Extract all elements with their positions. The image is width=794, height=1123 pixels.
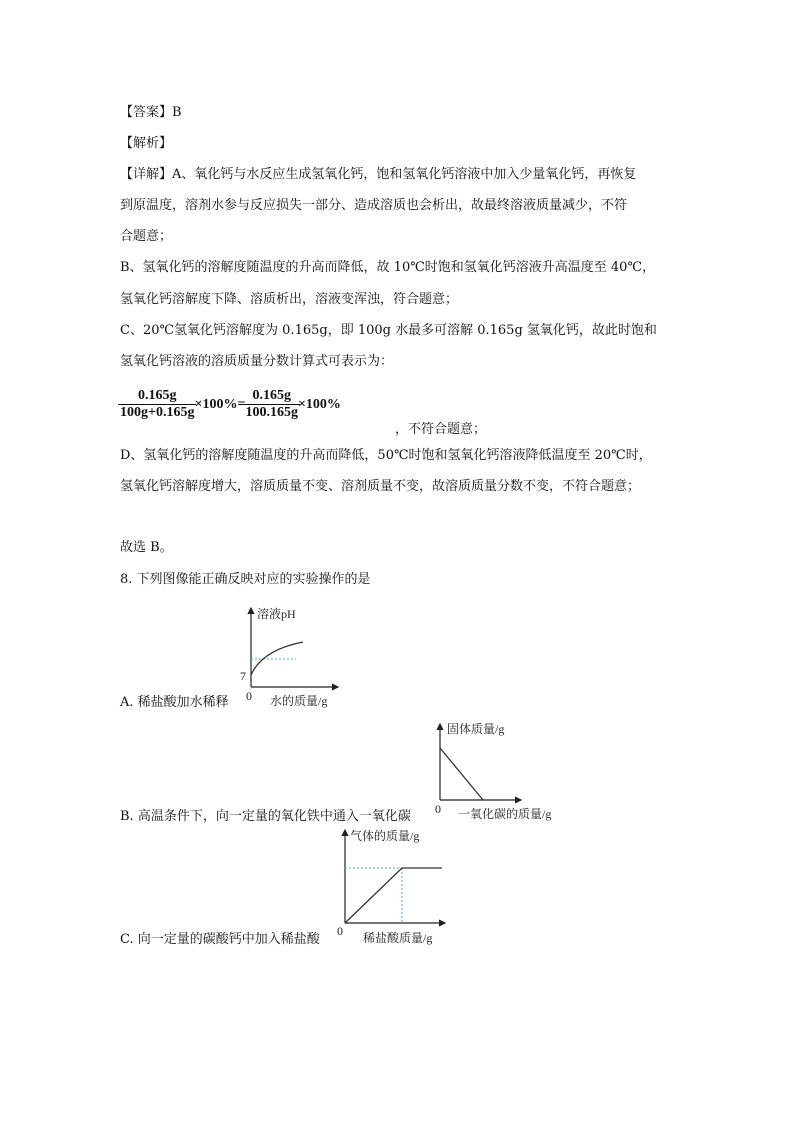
graph-a [240, 606, 338, 708]
paragraph-line: D、氢氧化钙的溶解度随温度的升高而降低，50℃时饱和氢氧化钙溶液降低温度至 20℃时， [120, 448, 652, 463]
formula-operator: ×100%= [194, 396, 246, 412]
paragraph-line: 到原温度，溶剂水参与反应损失一部分、造成溶质也会析出，故最终溶液质量减少，不符 [120, 198, 628, 213]
y-axis-label: 气体的质量/g [350, 829, 420, 843]
formula-operator: ×100% [297, 396, 341, 412]
graph-c [337, 828, 445, 945]
origin-label: 0 [337, 924, 343, 938]
option-a-label: A. 稀盐酸加水稀释 [120, 695, 229, 710]
paragraph-line: C、20℃氢氧化钙溶解度为 0.165g，即 100g 水最多可溶解 0.165g 氢氧化钙，故此时饱和 [120, 323, 657, 338]
gas-mass-line [345, 868, 442, 923]
paragraph-line: B、氢氧化钙的溶解度随温度的升高而降低，故 10℃时饱和氢氧化钙溶液升高温度至 40℃， [120, 260, 655, 275]
paragraph-line: 氢氧化钙溶解度增大，溶质质量不变、溶剂质量不变，故溶质质量分数不变，不符合题意； [120, 479, 641, 494]
solid-mass-line [440, 748, 483, 800]
origin-label: 0 [246, 689, 252, 703]
y-tick-label: 7 [240, 669, 246, 683]
x-axis-label: 一氧化碳的质量/g [458, 807, 552, 821]
origin-label: 0 [435, 802, 441, 816]
numerator: 0.165g [118, 388, 196, 405]
formula-tail: ，不符合题意； [395, 422, 487, 437]
x-axis-label: 稀盐酸质量/g [363, 931, 433, 945]
numerator: 0.165g [243, 388, 300, 405]
paragraph-line: 氢氧化钙溶液的溶质质量分数计算式可表示为： [120, 354, 394, 369]
option-b-label: B. 高温条件下，向一定量的氧化铁中通入一氧化碳 [120, 809, 411, 824]
y-axis-label: 溶液pH [257, 607, 296, 621]
answer: 【答案】B [120, 105, 182, 120]
denominator: 100g+0.165g [120, 405, 195, 420]
x-axis-label: 水的质量/g [270, 694, 328, 708]
denominator: 100.165g [245, 405, 298, 420]
graph-b [435, 721, 551, 821]
paragraph-line: 【详解】A、氧化钙与水反应生成氢氧化钙，饱和氢氧化钙溶液中加入少量氧化钙，再恢复 [120, 167, 637, 182]
option-c-label: C. 向一定量的碳酸钙中加入稀盐酸 [120, 932, 320, 947]
y-axis-label: 固体质量/g [447, 722, 505, 736]
conclusion: 故选 B。 [120, 540, 173, 555]
paragraph-line: 合题意； [120, 229, 173, 244]
paragraph-line: 氢氧化钙溶解度下降、溶质析出，溶液变浑浊，符合题意； [120, 292, 459, 307]
question: 8. 下列图像能正确反映对应的实验操作的是 [120, 572, 371, 587]
analysis-heading: 【解析】 [120, 136, 173, 151]
